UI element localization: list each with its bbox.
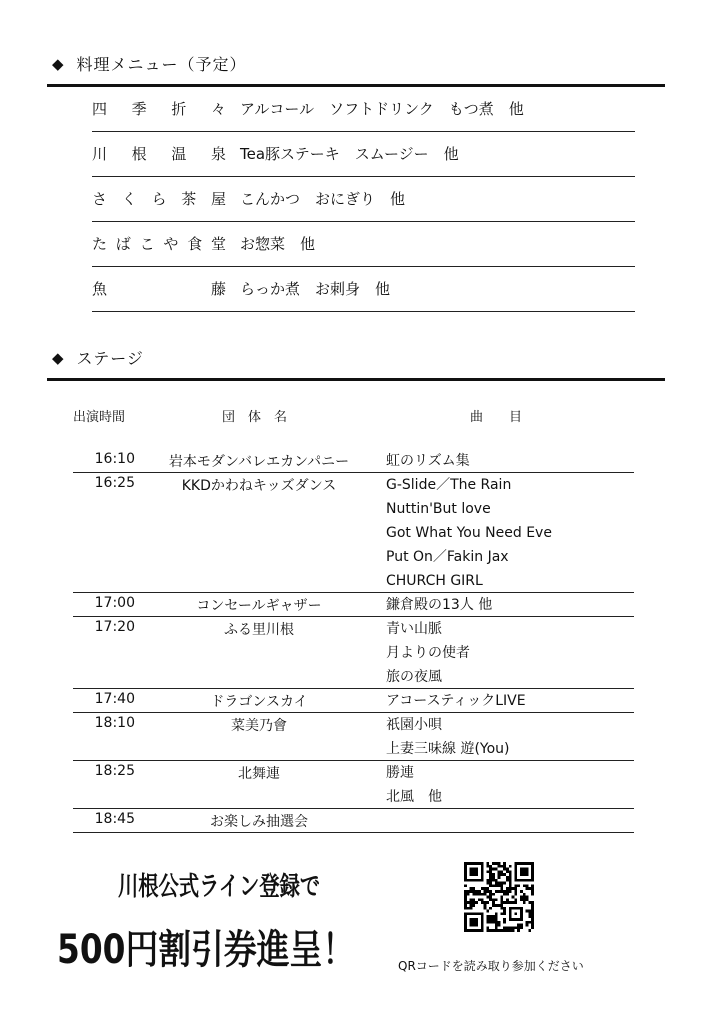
song-title: 北風 他 [386, 789, 442, 805]
group-name: 北舞連 [238, 766, 280, 782]
shop-name-char: 泉 [210, 145, 226, 163]
menu-items: お惣菜 他 [240, 235, 316, 253]
shop-name-char: 温 [171, 145, 187, 163]
song-title: CHURCH GIRL [386, 573, 483, 589]
song-title: G-Slide／The Rain [386, 477, 512, 493]
shop-name-char: た [92, 235, 108, 253]
shop-name-char: や [163, 235, 179, 253]
performance-time: 16:25 [94, 475, 135, 491]
shop-name-char: 々 [210, 100, 226, 118]
shop-name-char: 茶 [181, 190, 197, 208]
shop-name [92, 98, 226, 119]
shop-name-char: 四 [92, 100, 108, 118]
table-row [73, 592, 634, 617]
table-row [73, 616, 634, 689]
group-name: お楽しみ抽選会 [210, 814, 308, 830]
song-title: 勝連 [386, 765, 414, 781]
song-list [386, 715, 510, 763]
stage-divider [47, 378, 665, 381]
shop-name [92, 143, 226, 164]
menu-items: Tea豚ステーキ スムージー 他 [240, 145, 459, 163]
performance-time: 18:45 [94, 811, 135, 827]
promo-line1: 川根公式ライン登録で [118, 872, 321, 902]
shop-name-char: ら [151, 190, 167, 208]
table-row [73, 808, 634, 833]
shop-name-char: 魚 [92, 280, 108, 298]
menu-row [92, 177, 635, 222]
group-name: 岩本モダンバレエカンパニー [168, 454, 350, 470]
shop-name [92, 188, 226, 209]
header-group: 団 体 名 [222, 410, 288, 425]
menu-row [92, 87, 635, 132]
header-song: 曲 目 [470, 410, 523, 425]
shop-name-char: 食 [187, 235, 203, 253]
shop-name-char: 根 [131, 145, 147, 163]
performance-time: 17:40 [94, 691, 135, 707]
promo-line2: 500円割引券進呈！ [57, 927, 356, 973]
shop-name [92, 233, 226, 254]
shop-name-char: さ [92, 190, 108, 208]
song-title: アコースティックLIVE [386, 693, 526, 709]
qr-code-icon[interactable] [464, 862, 534, 932]
group-name: 菜美乃會 [231, 718, 287, 734]
shop-name-char: こ [139, 235, 155, 253]
song-title: 青い山脈 [386, 621, 442, 637]
shop-name-char: 堂 [210, 235, 226, 253]
song-title: Got What You Need Eve [386, 525, 552, 541]
header-time: 出演時間 [73, 410, 126, 425]
menu-items: こんかつ おにぎり 他 [240, 190, 406, 208]
song-title: 月よりの使者 [386, 645, 470, 661]
diamond-icon: ◆ [52, 54, 65, 73]
song-title: Put On／Fakin Jax [386, 549, 509, 565]
menu-section-heading [52, 52, 247, 75]
menu-section-title: 料理メニュー（予定） [76, 55, 247, 74]
table-row [73, 448, 634, 473]
song-list [386, 763, 442, 811]
performance-time: 17:00 [94, 595, 135, 611]
performance-time: 17:20 [94, 619, 135, 635]
shop-name-char: 屋 [210, 190, 226, 208]
stage-section-title: ステージ [76, 349, 144, 368]
song-title: 鎌倉殿の13人 他 [386, 597, 493, 613]
song-list [386, 619, 470, 691]
shop-name [92, 278, 226, 299]
group-name: コンセールギャザー [196, 598, 322, 614]
shop-name-char: ば [115, 235, 131, 253]
qr-caption: QRコードを読み取り参加ください [398, 959, 584, 973]
song-title: 祇園小唄 [386, 717, 442, 733]
performance-time: 18:10 [94, 715, 135, 731]
diamond-icon: ◆ [52, 348, 65, 367]
group-name: ドラゴンスカイ [210, 694, 308, 710]
table-row [73, 472, 634, 593]
shop-name-char: く [121, 190, 137, 208]
song-title: Nuttin'But love [386, 501, 491, 517]
song-list [386, 475, 552, 595]
song-title: 虹のリズム集 [386, 453, 470, 469]
shop-name-char: 折 [171, 100, 187, 118]
performance-time: 18:25 [94, 763, 135, 779]
shop-name-char: 藤 [210, 280, 226, 298]
song-title: 旅の夜風 [386, 669, 442, 685]
group-name: KKDかわねキッズダンス [181, 478, 337, 494]
table-row [73, 712, 634, 761]
song-title: 上妻三味線 遊(You) [386, 741, 510, 757]
menu-row [92, 222, 635, 267]
menu-row [92, 132, 635, 177]
menu-items: らっか煮 お刺身 他 [240, 280, 391, 298]
performance-time: 16:10 [94, 451, 135, 467]
table-row [73, 688, 634, 713]
table-row [73, 760, 634, 809]
group-name: ふる里川根 [224, 622, 294, 638]
shop-name-char: 川 [92, 145, 108, 163]
stage-section-heading [52, 346, 144, 369]
shop-name-char: 季 [131, 100, 147, 118]
menu-items: アルコール ソフトドリンク もつ煮 他 [240, 100, 524, 118]
menu-row [92, 267, 635, 312]
